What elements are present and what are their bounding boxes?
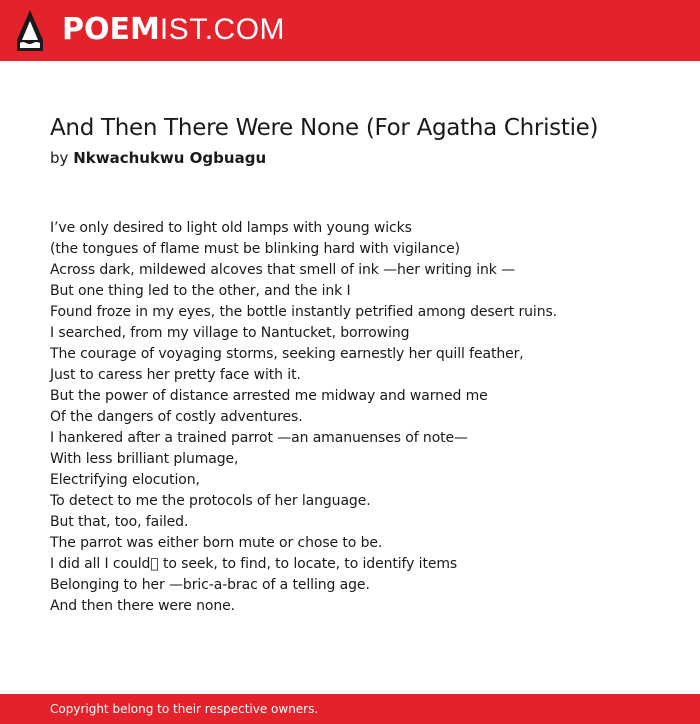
poem-line: (the tongues of flame must be blinking hard with vigilance) — [50, 241, 461, 257]
poem-line: I hankered after a trained parrot —an amanuenses of note— — [50, 430, 468, 446]
poem-line: Belonging to her —bric-a-brac of a telling age. — [50, 577, 370, 593]
poem-line: The courage of voyaging storms, seeking earnestly her quill feather, — [50, 346, 524, 362]
poem-line: Of the dangers of costly adventures. — [50, 409, 303, 425]
poem-title: And Then There Were None (For Agatha Christie) — [50, 115, 599, 141]
poem-line: To detect to me the protocols of her language. — [50, 493, 371, 509]
copyright-notice: Copyright belong to their respective owners. — [50, 702, 319, 716]
poem-line: Electrifying elocution, — [50, 472, 200, 488]
poem-line: But that, too, failed. — [50, 514, 189, 530]
poem-line: Found froze in my eyes, the bottle instantly petrified among desert ruins. — [50, 304, 558, 320]
site-logo[interactable] — [62, 12, 285, 48]
poem-line: With less brilliant plumage, — [50, 451, 239, 467]
poem-line: Just to caress her pretty face with it. — [50, 367, 301, 383]
poem-line: But one thing led to the other, and the ink I — [50, 283, 351, 299]
site-header — [0, 0, 700, 61]
poem-line: But the power of distance arrested me midway and warned me — [50, 388, 488, 404]
poem-line: The parrot was either born mute or chose to be. — [50, 535, 383, 551]
by-label: by — [50, 149, 69, 167]
logo-text-bold: POEM — [62, 12, 160, 47]
poem-line: Across dark, mildewed alcoves that smell of ink —her writing ink — — [50, 262, 516, 278]
poem-line: I’ve only desired to light old lamps with young wicks — [50, 220, 412, 236]
logo-text-light: IST.COM — [159, 13, 286, 46]
poem-line: I searched, from my village to Nantucket, borrowing — [50, 325, 410, 341]
site-footer — [0, 694, 700, 724]
byline — [50, 149, 266, 167]
poem-line: And then there were none. — [50, 598, 236, 614]
poem-body — [50, 218, 557, 617]
author-name: Nkwachukwu Ogbuagu — [73, 149, 267, 167]
pencil-tip-icon — [17, 10, 43, 51]
poem-line: I did all I could  to seek, to find, to locate, to identify items — [50, 556, 458, 572]
